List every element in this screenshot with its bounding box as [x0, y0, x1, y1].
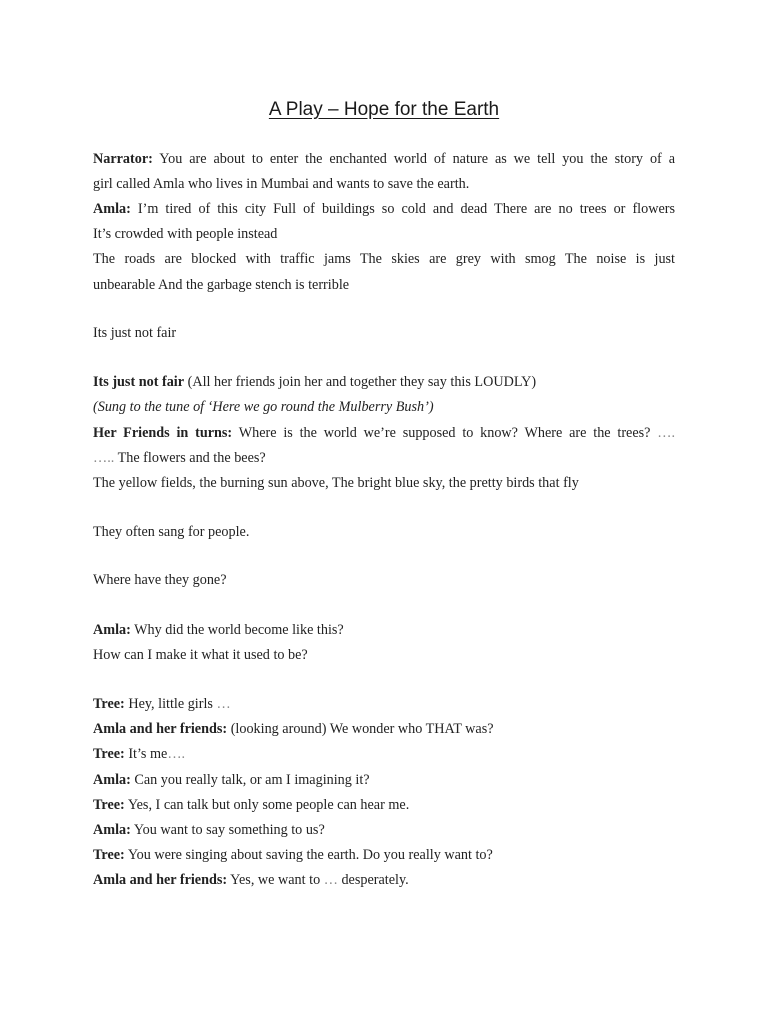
amla-line-1: Amla: I’m tired of this city Full of buildings so cold and dead There are no trees or flowers	[93, 201, 675, 217]
friends-line-3: The yellow fields, the burning sun above, The bright blue sky, the pretty birds that fly	[93, 475, 579, 492]
speaker-label: Amla:	[93, 822, 131, 839]
dialogue-line: Amla and her friends: Yes, we want to … desperately.	[93, 872, 409, 889]
narrator-line-1: Narrator: You are about to enter the enchanted world of nature as we tell you the story of a	[93, 151, 675, 167]
speaker-label: Amla:	[93, 622, 131, 638]
speaker-label: Narrator:	[93, 151, 153, 167]
amla-paragraph-2	[93, 618, 675, 668]
friends-line-1: Her Friends in turns: Where is the world we’re supposed to know? Where are the trees? ….	[93, 425, 676, 441]
amla-line-2: It’s crowded with people instead	[93, 226, 278, 243]
plain-line-gone: Where have they gone?	[93, 572, 227, 588]
speaker-label: Tree:	[93, 696, 125, 712]
friends-paragraph	[93, 421, 675, 497]
dialogue-line: Tree: Hey, little girls …	[93, 696, 231, 712]
tree-dialogue	[93, 692, 675, 894]
dialogue-line: Tree: You were singing about saving the earth. Do you really want to?	[93, 847, 493, 864]
plain-line-fair: Its just not fair	[93, 325, 177, 341]
speaker-label: Tree:	[93, 796, 125, 813]
dialogue-line: Amla: You want to say something to us?	[93, 822, 325, 839]
chorus-paragraph	[93, 370, 675, 420]
amla-question-2: How can I make it what it used to be?	[93, 647, 308, 664]
speaker-label: Amla:	[93, 201, 131, 217]
amla-line-3: The roads are blocked with traffic jams The skies are grey with smog The noise is just	[93, 251, 675, 268]
speaker-label: Her Friends in turns:	[93, 425, 233, 441]
stage-note: (Sung to the tune of ‘Here we go round the Mulberry Bush’)	[93, 399, 434, 416]
speaker-label: Amla:	[93, 771, 131, 788]
speaker-label: Tree:	[93, 746, 125, 763]
document-title: A Play – Hope for the Earth	[268, 99, 500, 120]
dialogue-line: Amla and her friends: (looking around) We wonder who THAT was?	[93, 721, 494, 738]
chorus-line: Its just not fair (All her friends join her and together they say this LOUDLY)	[93, 374, 537, 390]
narrator-line-2: girl called Amla who lives in Mumbai and wants to save the earth.	[93, 176, 470, 193]
friends-line-2: ….. The flowers and the bees?	[93, 450, 266, 467]
speaker-label: Tree:	[93, 847, 125, 864]
speaker-label: Amla and her friends:	[93, 872, 228, 889]
narrator-paragraph	[93, 147, 675, 197]
amla-line-4: unbearable And the garbage stench is terrible	[93, 276, 350, 293]
plain-line-sang: They often sang for people.	[93, 524, 250, 540]
dialogue-line: Tree: Yes, I can talk but only some people can hear me.	[93, 796, 410, 813]
document-page	[93, 0, 675, 1024]
dialogue-line: Amla: Can you really talk, or am I imagining it?	[93, 771, 370, 788]
dialogue-line: Tree: It’s me….	[93, 746, 186, 763]
speaker-label: Its just not fair	[93, 374, 185, 390]
amla-paragraph-1	[93, 197, 675, 298]
speaker-label: Amla and her friends:	[93, 721, 228, 738]
amla-question-1: Amla: Why did the world become like this?	[93, 622, 344, 638]
